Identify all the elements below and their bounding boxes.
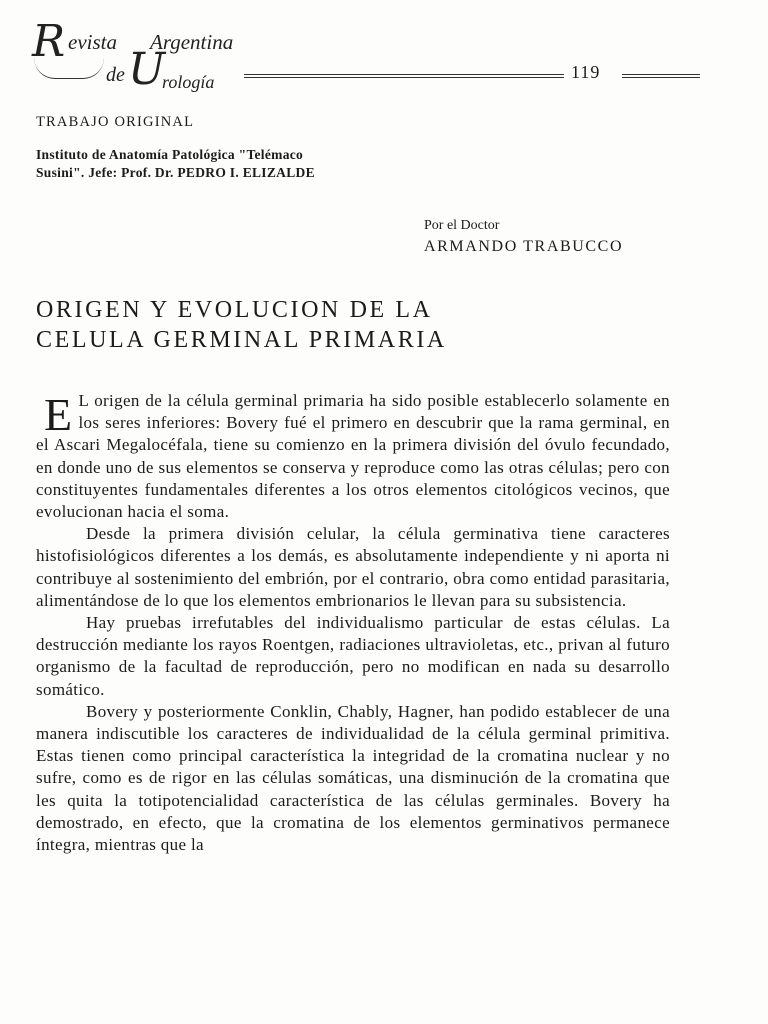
author-name: ARMANDO TRABUCCO [424, 238, 624, 255]
section-label: TRABAJO ORIGINAL [36, 114, 195, 130]
paragraph-1 [36, 390, 670, 523]
drop-cap: E [44, 389, 73, 440]
title-line-2: CELULA GERMINAL PRIMARIA [36, 327, 447, 353]
institute-line-2: Susini". Jefe: Prof. Dr. PEDRO I. ELIZALDE [36, 165, 315, 180]
institute-affiliation [36, 146, 315, 182]
title-line-1: ORIGEN Y EVOLUCION DE LA [36, 297, 433, 323]
article-body [36, 390, 670, 856]
paragraph-2: Desde la primera división celular, la célula germinativa tiene caracteres histofisiológicos diferentes a los demás, es absolutamente independiente y ni aporta ni contribuye al sostenimiento del embrión, por el contrario, obra como entidad parasitaria, alimentándose de lo que los elementos embrionarios le llevan para su subsistencia. [36, 524, 670, 610]
institute-line-1: Instituto de Anatomía Patológica "Telémaco [36, 147, 304, 162]
logo-word-urologia: rología [162, 72, 215, 92]
logo-word-de: de [106, 64, 125, 86]
logo-word-revista: evista [68, 30, 117, 54]
logo-word-argentina: Argentina [150, 30, 234, 54]
paragraph-1-text: L origen de la célula germinal primaria ha sido posible establecerlo solamente en los seres inferiores: Bovery fué el primero en descubrir que la rama germinal, en el Ascari Megalocéfala, tiene su comienzo en la primera división del óvulo fecundado, en donde uno de sus elementos se conserva y reproduce como las otras células; pero con constituyentes fundamentales diferentes a los otros elementos citológicos vecinos, que evolucionan hacia el soma. [36, 391, 670, 522]
page-number: 119 [571, 62, 601, 82]
logo-initial-u: U [128, 44, 166, 95]
header-rule-left [244, 74, 564, 78]
byline [424, 217, 623, 259]
paragraph-3: Hay pruebas irrefutables del individualismo particular de estas células. La destrucción mediante los rayos Roentgen, radiaciones ultravioletas, etc., privan al futuro organismo de la facultad de reproducción, pero no modifican en nada su desarrollo somático. [36, 613, 670, 699]
header-rule-right [622, 74, 700, 78]
article-title [36, 295, 447, 355]
byline-prefix: Por el Doctor [424, 218, 500, 233]
logo-initial-r: R [32, 16, 66, 67]
logo-flourish [34, 58, 104, 79]
journal-header [30, 18, 720, 98]
paragraph-4: Bovery y posteriormente Conklin, Chably, Hagner, han podido establecer de una manera indiscutible los caracteres de individualidad de la célula germinal primitiva. Estas tienen como principal característica la integridad de la cromatina nuclear y no sufre, como es de rigor en las células somáticas, una disminución de la cromatina que les quita la totipotencialidad característica de las células germinales. Bovery ha demostrado, en efecto, que la cromatina de los elementos germinativos permanece íntegra, mientras que la [36, 701, 670, 855]
journal-logo [30, 18, 280, 98]
